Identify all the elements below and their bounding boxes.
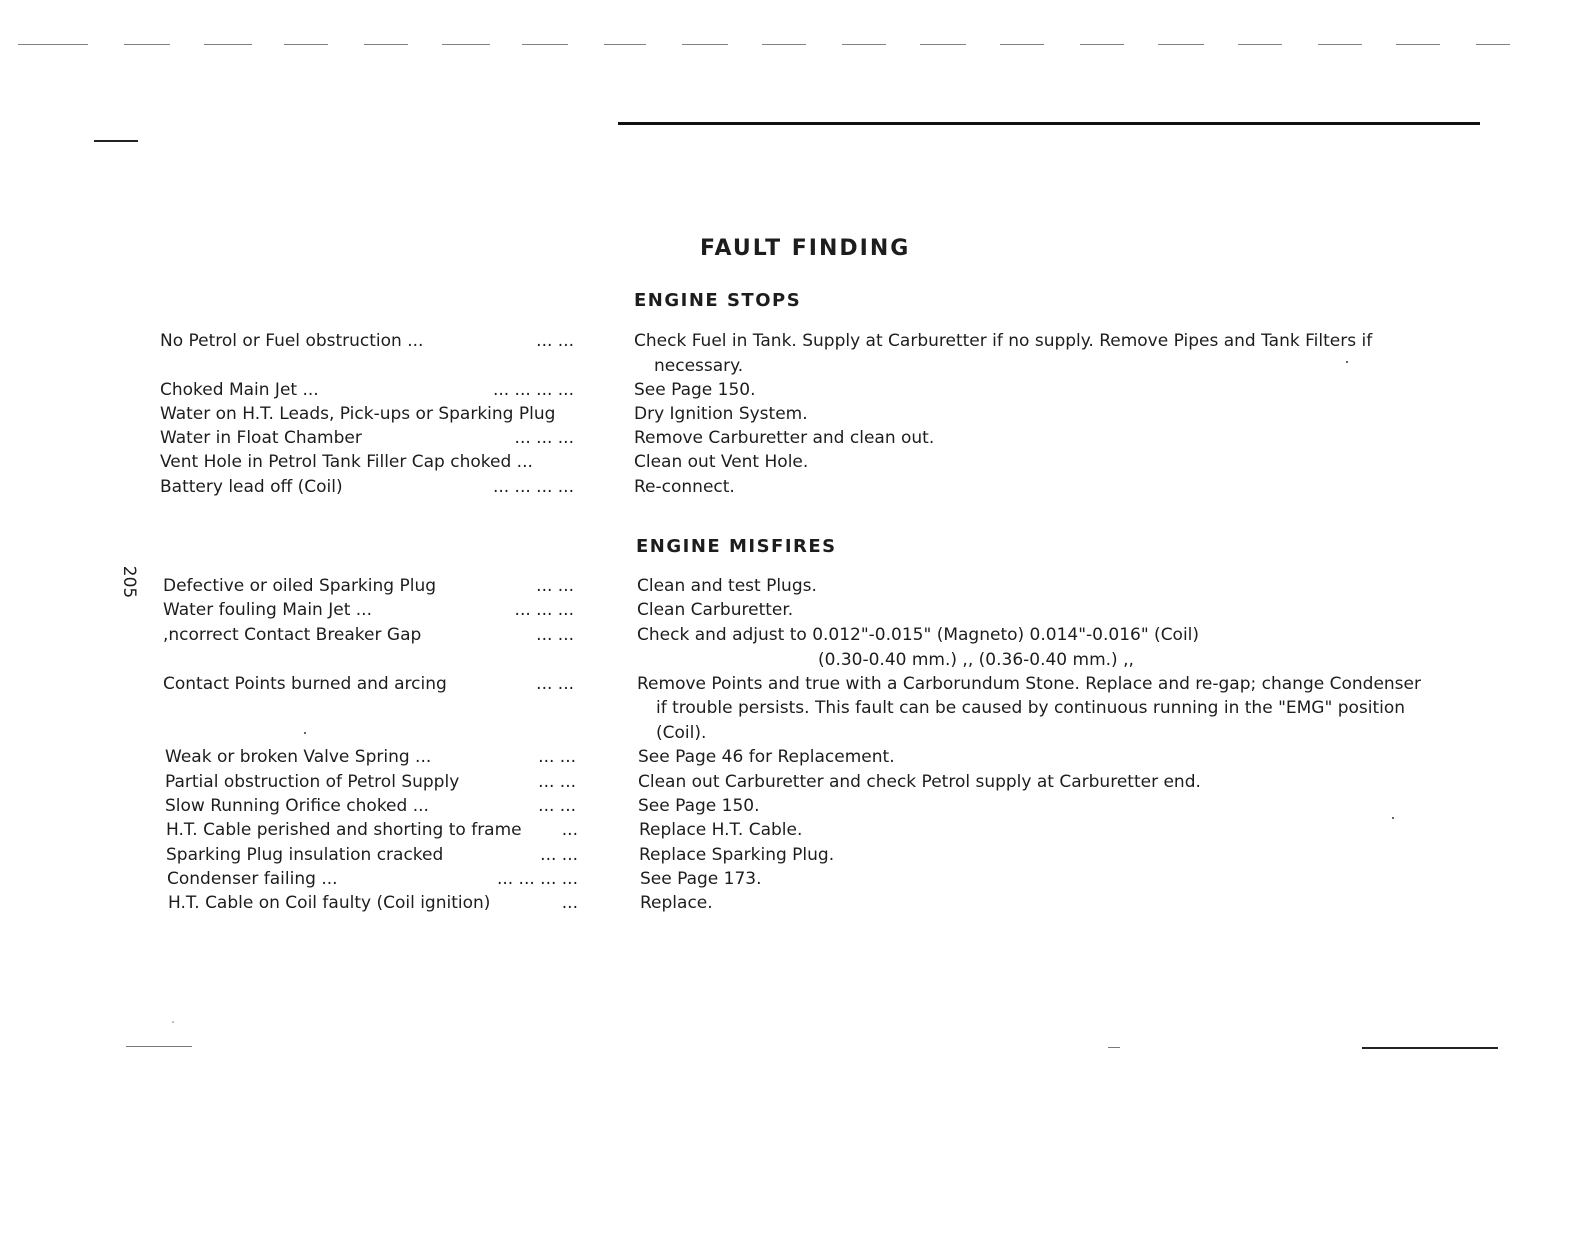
remedy-continuation: (Coil). <box>656 723 707 743</box>
fault-text: Defective or oiled Sparking Plug <box>163 576 437 596</box>
table-row <box>0 477 1594 499</box>
fault-text: Water on H.T. Leads, Pick-ups or Sparking Plug <box>160 404 556 424</box>
speck <box>1346 361 1348 363</box>
table-row <box>0 747 1594 769</box>
fault-text: Contact Points burned and arcing <box>163 674 447 694</box>
header-rule <box>618 122 1480 125</box>
table-row <box>0 869 1594 891</box>
fault-text: ,ncorrect Contact Breaker Gap <box>163 625 422 645</box>
remedy-text: See Page 46 for Replacement. <box>638 747 895 767</box>
leader-dots: ... ... <box>538 772 576 792</box>
page-title: FAULT FINDING <box>700 236 911 261</box>
table-row <box>0 404 1594 426</box>
bottom-mark-left <box>126 1046 192 1047</box>
leader-dots: ... ... ... <box>514 600 574 620</box>
leader-dots: ... ... <box>536 674 574 694</box>
remedy-text: Clean and test Plugs. <box>637 576 817 596</box>
remedy-text: Remove Carburetter and clean out. <box>634 428 935 448</box>
table-row <box>0 674 1594 696</box>
fault-text: Weak or broken Valve Spring ... <box>165 747 432 767</box>
remedy-text: Check and adjust to 0.012"-0.015" (Magneto) 0.014"-0.016" (Coil) <box>637 625 1200 645</box>
remedy-text: See Page 173. <box>640 869 762 889</box>
fault-text: Vent Hole in Petrol Tank Filler Cap choked ... <box>160 452 533 472</box>
remedy-text: Replace H.T. Cable. <box>639 820 803 840</box>
fault-text: Sparking Plug insulation cracked <box>166 845 444 865</box>
fault-text: H.T. Cable perished and shorting to frame <box>166 820 522 840</box>
table-row <box>0 796 1594 818</box>
leader-dots: ... ... <box>536 331 574 351</box>
remedy-text: Remove Points and true with a Carborundum Stone. Replace and re-gap; change Condenser <box>637 674 1421 694</box>
remedy-text: See Page 150. <box>638 796 760 816</box>
bottom-mark-center <box>1108 1047 1120 1048</box>
table-row <box>0 845 1594 867</box>
remedy-text: Clean out Vent Hole. <box>634 452 809 472</box>
table-row <box>0 600 1594 622</box>
remedy-text: Replace. <box>640 893 713 913</box>
leader-dots: ... <box>561 820 578 840</box>
margin-mark <box>94 140 138 142</box>
speck <box>1392 817 1394 819</box>
leader-dots: ... ... <box>536 576 574 596</box>
leader-dots: ... ... <box>540 845 578 865</box>
fault-text: Slow Running Orifice choked ... <box>165 796 429 816</box>
leader-dots: ... <box>561 893 578 913</box>
fault-text: Water fouling Main Jet ... <box>163 600 372 620</box>
remedy-text: Replace Sparking Plug. <box>639 845 835 865</box>
fault-text: Water in Float Chamber <box>160 428 362 448</box>
leader-dots: ... ... ... ... <box>492 380 574 400</box>
remedy-continuation: necessary. <box>654 356 744 376</box>
remedy-text: See Page 150. <box>634 380 756 400</box>
leader-dots: ... ... ... ... <box>492 477 574 497</box>
table-row <box>0 772 1594 794</box>
fault-text: Battery lead off (Coil) <box>160 477 343 497</box>
table-row <box>0 380 1594 402</box>
page-number: 205 <box>119 565 140 599</box>
fault-text: Partial obstruction of Petrol Supply <box>165 772 460 792</box>
table-row <box>0 893 1594 915</box>
table-row <box>0 428 1594 450</box>
remedy-continuation: (0.30-0.40 mm.) ,, (0.36-0.40 mm.) ,, <box>818 650 1134 670</box>
section-heading-engine-stops: ENGINE STOPS <box>634 290 802 311</box>
table-row <box>0 331 1594 353</box>
leader-dots: ... ... <box>538 796 576 816</box>
table-row <box>0 820 1594 842</box>
leader-dots: ... ... ... ... <box>496 869 578 889</box>
fault-text: H.T. Cable on Coil faulty (Coil ignition) <box>168 893 491 913</box>
remedy-text: Dry Ignition System. <box>634 404 808 424</box>
leader-dots: ... ... <box>536 625 574 645</box>
speck <box>304 732 306 734</box>
fault-text: No Petrol or Fuel obstruction ... <box>160 331 424 351</box>
remedy-text: Clean Carburetter. <box>637 600 794 620</box>
bottom-mark-right <box>1362 1047 1498 1049</box>
remedy-text: Clean out Carburetter and check Petrol supply at Carburetter end. <box>638 772 1201 792</box>
remedy-text: Check Fuel in Tank. Supply at Carburetter if no supply. Remove Pipes and Tank Filters if <box>634 331 1373 351</box>
leader-dots: ... ... <box>538 747 576 767</box>
table-row <box>0 452 1594 474</box>
table-row <box>0 576 1594 598</box>
leader-dots: ... ... ... <box>514 428 574 448</box>
fault-text: Condenser failing ... <box>167 869 338 889</box>
remedy-continuation: if trouble persists. This fault can be caused by continuous running in the "EMG" position <box>656 698 1406 718</box>
remedy-text: Re-connect. <box>634 477 735 497</box>
table-row <box>0 625 1594 647</box>
fault-text: Choked Main Jet ... <box>160 380 319 400</box>
top-dashed-border <box>0 44 1594 48</box>
section-heading-engine-misfires: ENGINE MISFIRES <box>636 536 837 557</box>
speck <box>172 1021 174 1023</box>
